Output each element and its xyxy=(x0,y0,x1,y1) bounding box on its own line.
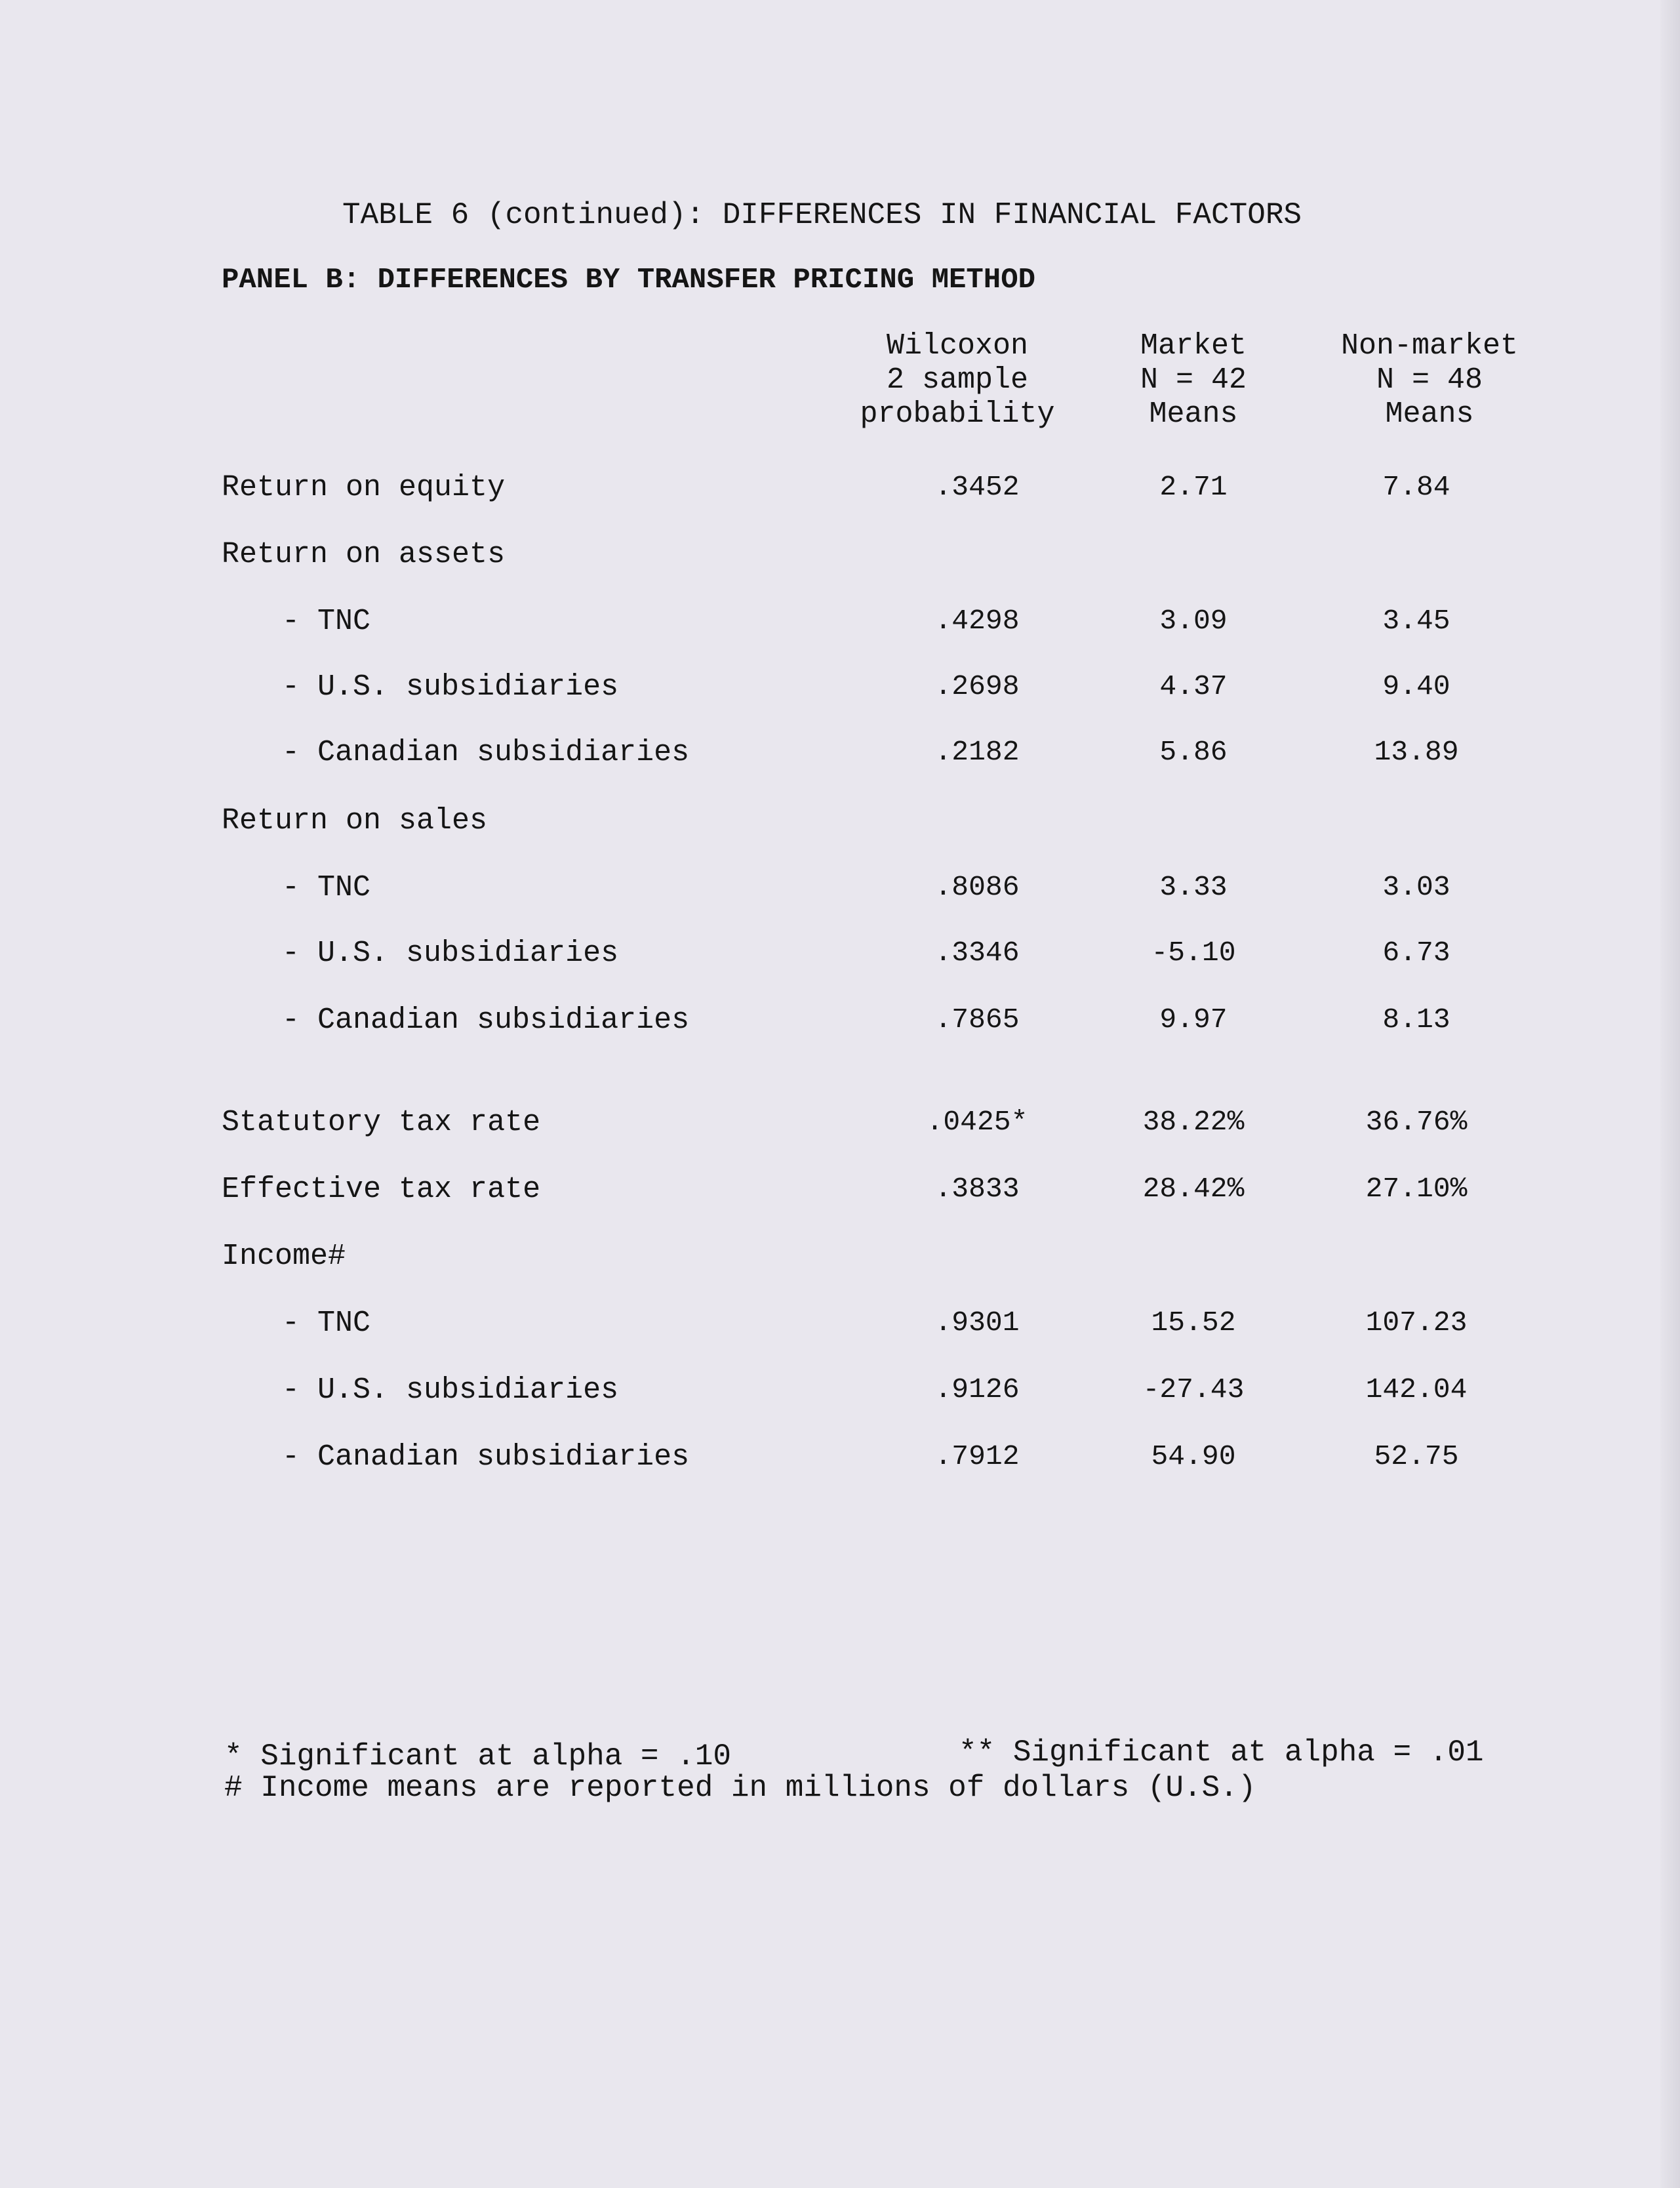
cell-market-mean: 54.90 xyxy=(1151,1440,1236,1472)
cell-probability: .4298 xyxy=(934,605,1020,637)
cell-nonmarket-mean: 6.73 xyxy=(1382,937,1450,969)
page-edge-shadow xyxy=(1660,0,1680,2188)
cell-market-mean: 15.52 xyxy=(1151,1307,1236,1339)
cell-nonmarket-mean: 107.23 xyxy=(1365,1307,1468,1339)
cell-probability: .9301 xyxy=(934,1307,1020,1339)
row-label: Return on sales xyxy=(222,804,488,838)
cell-nonmarket-mean: 9.40 xyxy=(1382,670,1450,702)
header-line: Wilcoxon xyxy=(886,329,1029,363)
cell-probability: .3452 xyxy=(934,471,1020,503)
cell-nonmarket-mean: 3.03 xyxy=(1382,871,1450,903)
cell-probability: .2698 xyxy=(934,670,1020,702)
cell-probability: .3833 xyxy=(934,1173,1020,1205)
footnote-income-units: # Income means are reported in millions of dollars (U.S.) xyxy=(224,1771,1256,1805)
cell-probability: .7865 xyxy=(934,1003,1020,1036)
table-title: TABLE 6 (continued): DIFFERENCES IN FINANCIAL FACTORS xyxy=(342,198,1302,232)
cell-nonmarket-mean: 36.76% xyxy=(1365,1106,1468,1138)
row-label: Income# xyxy=(222,1240,346,1273)
cell-market-mean: 4.37 xyxy=(1159,670,1228,702)
cell-market-mean: 38.22% xyxy=(1142,1106,1245,1138)
header-line: N = 42 xyxy=(1140,363,1247,397)
header-line: Means xyxy=(1385,397,1474,431)
row-label: - TNC xyxy=(282,871,371,904)
panel-title: PANEL B: DIFFERENCES BY TRANSFER PRICING METHOD xyxy=(222,264,1036,296)
cell-probability: .3346 xyxy=(934,937,1020,969)
cell-nonmarket-mean: 27.10% xyxy=(1365,1173,1468,1205)
column-header-market xyxy=(1115,329,1272,432)
cell-market-mean: -27.43 xyxy=(1142,1373,1245,1406)
cell-nonmarket-mean: 7.84 xyxy=(1382,471,1450,503)
cell-market-mean: 5.86 xyxy=(1159,736,1228,768)
cell-nonmarket-mean: 13.89 xyxy=(1374,736,1459,768)
cell-probability: .8086 xyxy=(934,871,1020,903)
column-header-wilcoxon xyxy=(839,329,1075,432)
cell-probability: .7912 xyxy=(934,1440,1020,1472)
header-line: N = 48 xyxy=(1376,363,1483,397)
cell-market-mean: 3.09 xyxy=(1159,605,1228,637)
row-label: Statutory tax rate xyxy=(222,1106,541,1139)
row-label: Return on assets xyxy=(222,538,506,571)
row-label: - TNC xyxy=(282,1307,371,1340)
cell-nonmarket-mean: 3.45 xyxy=(1382,605,1450,637)
cell-market-mean: 9.97 xyxy=(1159,1003,1228,1036)
footnote-significance-01: ** Significant at alpha = .01 xyxy=(959,1735,1484,1770)
cell-probability: .0425* xyxy=(926,1106,1028,1138)
header-line: 2 sample xyxy=(886,363,1029,397)
cell-probability: .9126 xyxy=(934,1373,1020,1406)
cell-nonmarket-mean: 142.04 xyxy=(1365,1373,1468,1406)
cell-nonmarket-mean: 52.75 xyxy=(1374,1440,1459,1472)
row-label: - Canadian subsidiaries xyxy=(282,1440,690,1474)
column-header-nonmarket xyxy=(1318,329,1541,432)
row-label: Return on equity xyxy=(222,471,506,504)
header-line: Market xyxy=(1140,329,1247,363)
row-label: - U.S. subsidiaries xyxy=(282,670,619,704)
cell-market-mean: 28.42% xyxy=(1142,1173,1245,1205)
header-line: probability xyxy=(860,397,1055,431)
header-line: Non-market xyxy=(1340,329,1519,363)
row-label: - Canadian subsidiaries xyxy=(282,736,690,769)
cell-market-mean: -5.10 xyxy=(1151,937,1236,969)
row-label: Effective tax rate xyxy=(222,1173,541,1206)
cell-market-mean: 3.33 xyxy=(1159,871,1228,903)
row-label: - U.S. subsidiaries xyxy=(282,937,619,970)
footnote-significance-10: * Significant at alpha = .10 xyxy=(224,1739,731,1773)
cell-nonmarket-mean: 8.13 xyxy=(1382,1003,1450,1036)
header-line: Means xyxy=(1149,397,1238,431)
row-label: - Canadian subsidiaries xyxy=(282,1003,690,1037)
row-label: - U.S. subsidiaries xyxy=(282,1373,619,1407)
cell-market-mean: 2.71 xyxy=(1159,471,1228,503)
row-label: - TNC xyxy=(282,605,371,638)
cell-probability: .2182 xyxy=(934,736,1020,768)
